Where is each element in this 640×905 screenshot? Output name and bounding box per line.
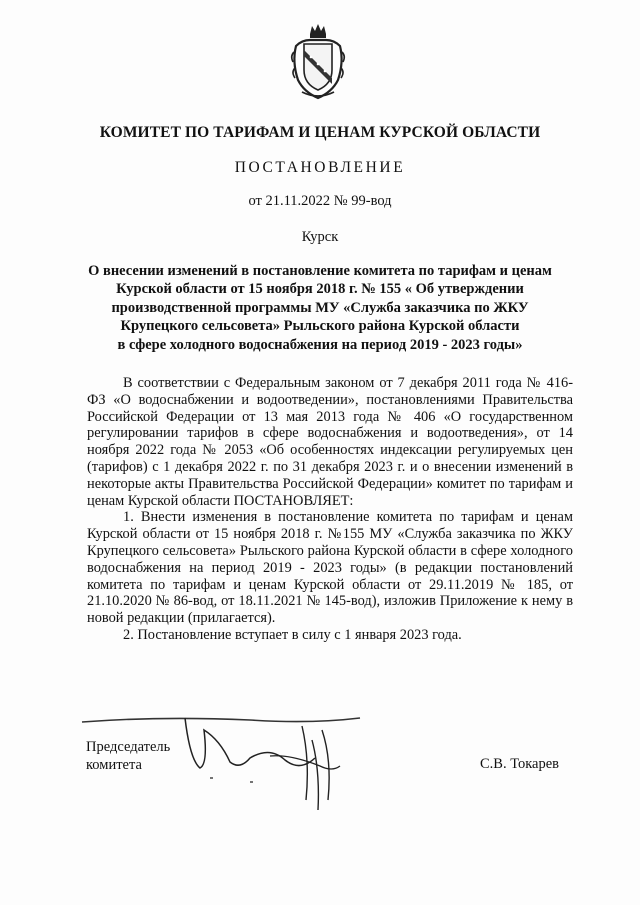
- document-date-number: от 21.11.2022 № 99-вод: [248, 193, 392, 209]
- organization-title: КОМИТЕТ ПО ТАРИФАМ И ЦЕНАМ КУРСКОЙ ОБЛАСТИ: [99, 124, 541, 141]
- subject-line: Крупецкого сельсовета» Рыльского района Курской области: [120, 318, 520, 335]
- clause-1: 1. Внести изменения в постановление комитета по тарифам и ценам Курской области от 15 ноября 2018 г. №155 МУ «Служба заказчика по ЖКУ Крупецкого сельсовета» Рыльского района Курской области в сфере холодного водоснабжения на период 2019 - 2023 годы» (в редакции постановлений комитета по тарифам и ценам Курской области от 29.11.2019 № 185, от 21.10.2020 № 86-вод, от 18.11.2021 № 145-вод), изложив Приложение к нему в новой редакции (прилагается).: [87, 509, 573, 627]
- preamble-paragraph: В соответствии с Федеральным законом от 7 декабря 2011 года № 416-ФЗ «О водоснабжении и водоотведении», постановлениями Правительства Российской Федерации от 13 мая 2013 года № 406 «О государственном регулировании тарифов в сфере водоснабжения и водоотведения», от 14 ноября 2022 года № 2053 «Об особенностях индексации регулируемых цен (тарифов) с 1 декабря 2022 г. по 31 декабря 2023 г. и о внесении изменений в некоторые акты Правительства Российской Федерации» комитет по тарифам и ценам Курской области ПОСТАНОВЛЯЕТ:: [87, 375, 573, 509]
- subject-line: в сфере холодного водоснабжения на период 2019 - 2023 годы»: [117, 336, 523, 353]
- subject-line: Курской области от 15 ноября 2018 г. № 155 « Об утверждении: [116, 281, 524, 298]
- subject-line: производственной программы МУ «Служба заказчика по ЖКУ: [111, 299, 529, 316]
- subject-line: О внесении изменений в постановление комитета по тарифам и ценам: [88, 263, 552, 279]
- coat-of-arms-icon: [288, 22, 348, 102]
- document-city: Курск: [301, 229, 339, 245]
- document-type: ПОСТАНОВЛЕНИЕ: [234, 159, 406, 176]
- signatory-name: С.В. Токарев: [480, 756, 560, 772]
- document-subject: [70, 262, 570, 354]
- document-body: [87, 375, 573, 644]
- position-line: Председатель: [86, 739, 171, 755]
- position-line: комитета: [86, 757, 142, 773]
- clause-2: 2. Постановление вступает в силу с 1 января 2023 года.: [123, 626, 462, 643]
- signatory-position: [86, 738, 170, 774]
